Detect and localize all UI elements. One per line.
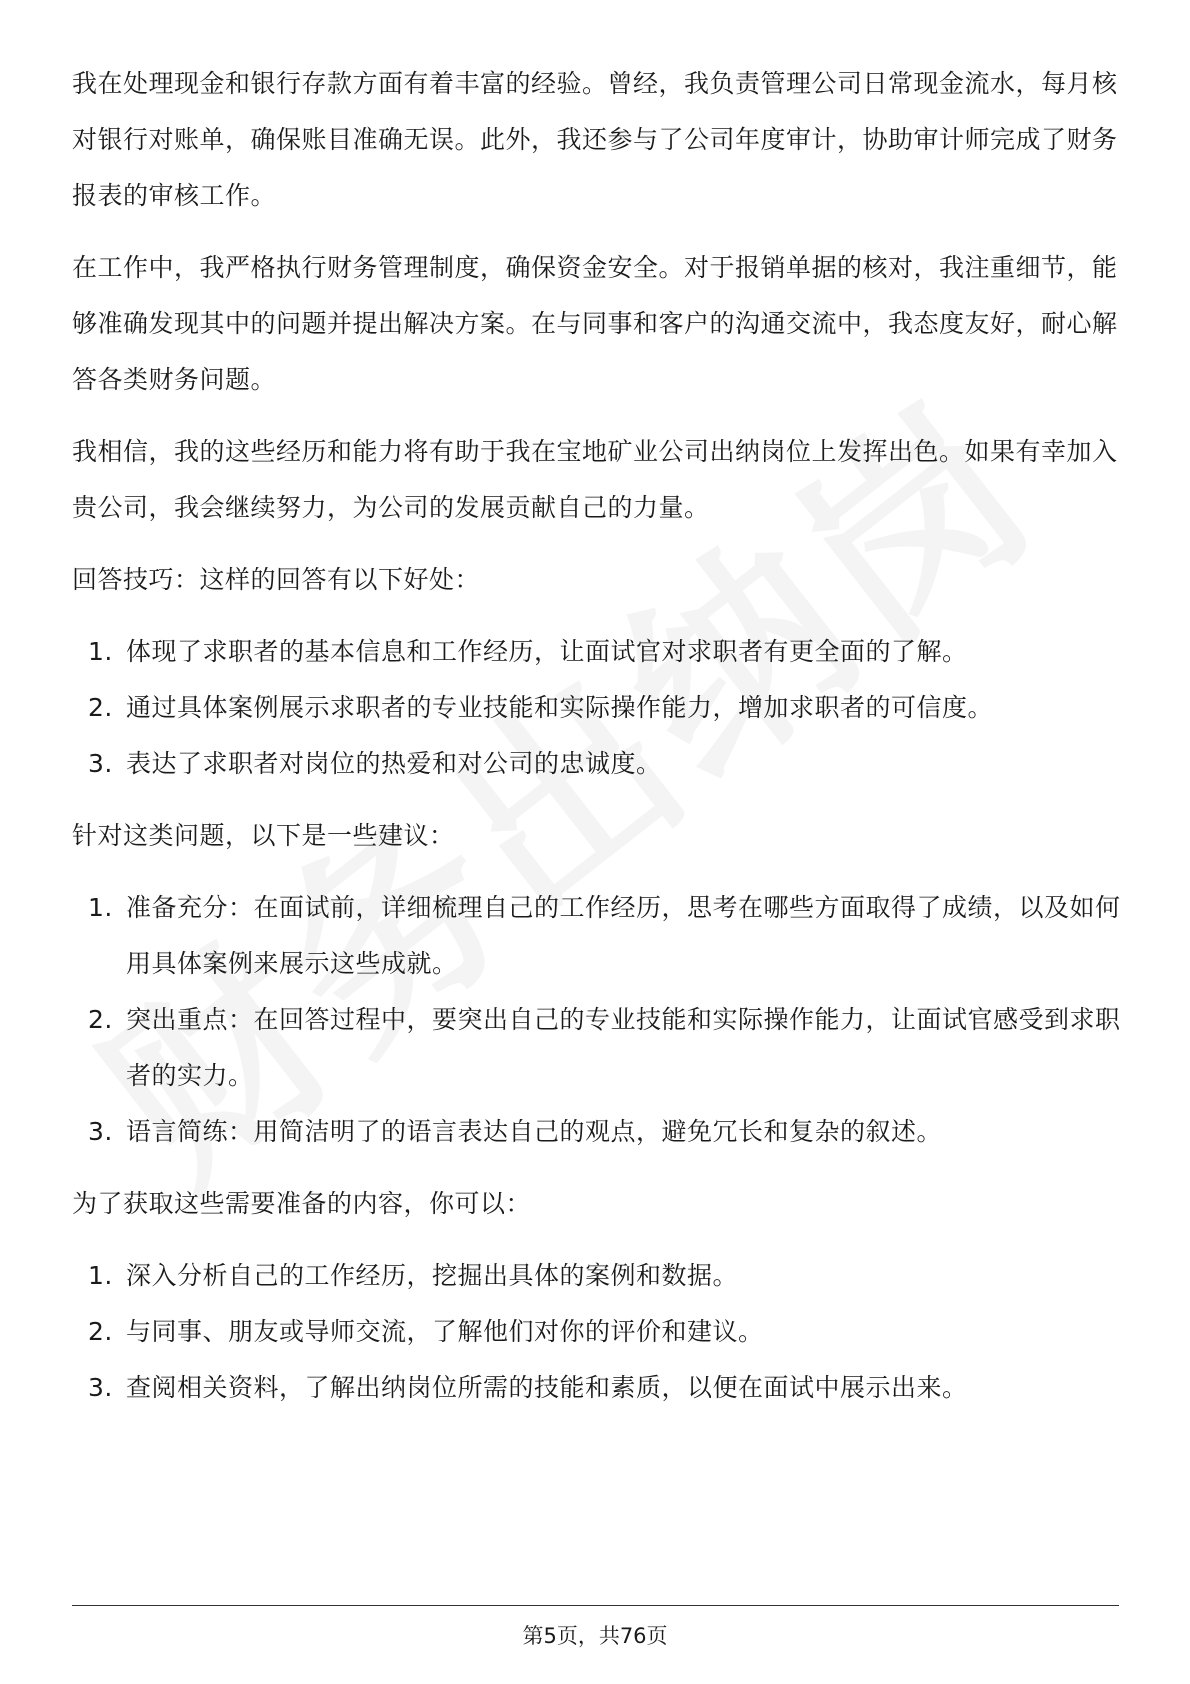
list-item [72, 880, 1122, 992]
list-item-text: 体现了求职者的基本信息和工作经历，让面试官对求职者有更全面的了解。 [126, 637, 968, 666]
page-content [72, 56, 1122, 1432]
list-number: 3. [88, 1373, 113, 1402]
paragraph-suggestions-heading: 针对这类问题，以下是一些建议： [72, 821, 455, 850]
list-number: 1. [88, 637, 113, 666]
list-item-text: 深入分析自己的工作经历，挖掘出具体的案例和数据。 [126, 1261, 739, 1290]
paragraph-work-attitude: 在工作中，我严格执行财务管理制度，确保资金安全。对于报销单据的核对，我注重细节，能够准确发现其中的问题并提出解决方案。在与同事和客户的沟通交流中，我态度友好，耐心解答各类财务问题。 [72, 253, 1118, 394]
list-item [72, 1304, 1122, 1360]
list-item-text: 与同事、朋友或导师交流，了解他们对你的评价和建议。 [126, 1317, 764, 1346]
list-item [72, 624, 1122, 680]
list-number: 1. [88, 893, 113, 922]
paragraph-preparation-heading: 为了获取这些需要准备的内容，你可以： [72, 1189, 532, 1218]
paragraph-conclusion: 我相信，我的这些经历和能力将有助于我在宝地矿业公司出纳岗位上发挥出色。如果有幸加入贵公司，我会继续努力，为公司的发展贡献自己的力量。 [72, 437, 1118, 522]
list-number: 3. [88, 749, 113, 778]
list-item-text: 通过具体案例展示求职者的专业技能和实际操作能力，增加求职者的可信度。 [126, 693, 994, 722]
page-number: 第5页，共76页 [522, 1624, 668, 1648]
list-item-text: 表达了求职者对岗位的热爱和对公司的忠诚度。 [126, 749, 662, 778]
benefits-list [72, 624, 1122, 792]
list-item [72, 736, 1122, 792]
list-item [72, 1104, 1122, 1160]
list-number: 2. [88, 693, 113, 722]
suggestions-list [72, 880, 1122, 1160]
preparation-list [72, 1248, 1122, 1416]
list-item-text: 语言简练：用简洁明了的语言表达自己的观点，避免冗长和复杂的叙述。 [126, 1117, 943, 1146]
list-number: 3. [88, 1117, 113, 1146]
list-item [72, 992, 1122, 1104]
paragraph-answer-tips-heading: 回答技巧：这样的回答有以下好处： [72, 565, 481, 594]
list-number: 2. [88, 1005, 113, 1034]
list-number: 1. [88, 1261, 113, 1290]
list-item-text: 查阅相关资料，了解出纳岗位所需的技能和素质，以便在面试中展示出来。 [126, 1373, 968, 1402]
list-item [72, 680, 1122, 736]
list-number: 2. [88, 1317, 113, 1346]
list-item-text: 突出重点：在回答过程中，要突出自己的专业技能和实际操作能力，让面试官感受到求职者的实力。 [126, 1005, 1121, 1090]
list-item [72, 1248, 1122, 1304]
list-item [72, 1360, 1122, 1416]
paragraph-experience: 我在处理现金和银行存款方面有着丰富的经验。曾经，我负责管理公司日常现金流水，每月核对银行对账单，确保账目准确无误。此外，我还参与了公司年度审计，协助审计师完成了财务报表的审核工作。 [72, 69, 1118, 210]
footer-divider [72, 1605, 1119, 1606]
list-item-text: 准备充分：在面试前，详细梳理自己的工作经历，思考在哪些方面取得了成绩，以及如何用具体案例来展示这些成就。 [126, 893, 1121, 978]
